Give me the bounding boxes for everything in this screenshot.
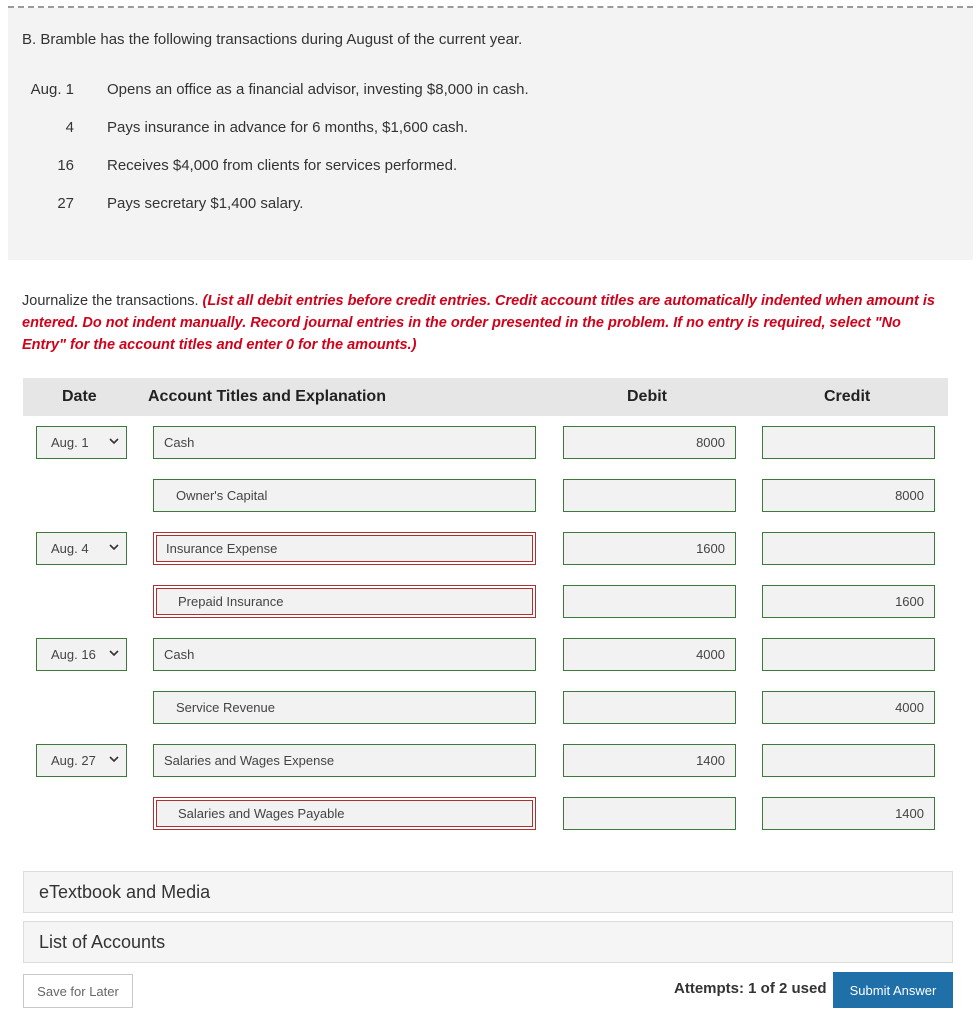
attempts-counter: Attempts: 1 of 2 used [674,980,827,997]
debit-amount-input[interactable]: 4000 [563,638,736,671]
debit-amount-input[interactable]: 8000 [563,426,736,459]
journal-table-header [23,378,948,416]
credit-amount-input[interactable]: 1400 [762,797,935,830]
account-title-input[interactable]: Salaries and Wages Expense [153,744,536,777]
account-title-input[interactable]: Cash [153,638,536,671]
credit-amount-input[interactable]: 1600 [762,585,935,618]
header-debit: Debit [627,388,667,405]
debit-amount-input[interactable]: 1400 [563,744,736,777]
chevron-down-icon [108,435,120,447]
date-select[interactable] [36,638,127,671]
date-select[interactable] [36,426,127,459]
list-of-accounts-panel[interactable]: List of Accounts [23,921,953,963]
credit-amount-input[interactable] [762,426,935,459]
account-title-input[interactable]: Salaries and Wages Payable [153,797,536,830]
transaction-text: Receives $4,000 from clients for services performed. [107,157,458,174]
transaction-date: 16 [57,157,74,174]
debit-amount-input[interactable]: 1600 [563,532,736,565]
instructions-lead: Journalize the transactions. [22,293,199,309]
credit-amount-input[interactable]: 4000 [762,691,935,724]
date-select-value: Aug. 16 [51,647,96,662]
header-date: Date [62,388,97,405]
credit-amount-input[interactable] [762,744,935,777]
debit-amount-input[interactable] [563,797,736,830]
account-title-input[interactable]: Cash [153,426,536,459]
transaction-text: Pays secretary $1,400 salary. [107,195,304,212]
problem-intro: B. Bramble has the following transactions during August of the current year. [22,31,523,48]
transaction-text: Opens an office as a financial advisor, investing $8,000 in cash. [107,81,529,98]
date-select[interactable] [36,744,127,777]
date-select[interactable] [36,532,127,565]
account-title-input[interactable]: Prepaid Insurance [153,585,536,618]
date-select-value: Aug. 4 [51,541,89,556]
instructions [22,290,942,356]
debit-amount-input[interactable] [563,691,736,724]
submit-answer-button[interactable]: Submit Answer [833,972,953,1008]
transaction-text: Pays insurance in advance for 6 months, $1,600 cash. [107,119,469,136]
transaction-date: 4 [65,119,74,136]
account-title-input[interactable]: Owner's Capital [153,479,536,512]
account-title-input[interactable]: Insurance Expense [153,532,536,565]
credit-amount-input[interactable] [762,532,935,565]
debit-amount-input[interactable] [563,479,736,512]
save-for-later-button[interactable]: Save for Later [23,974,133,1008]
transaction-date: Aug. 1 [30,81,74,98]
credit-amount-input[interactable]: 8000 [762,479,935,512]
debit-amount-input[interactable] [563,585,736,618]
transaction-date: 27 [57,195,74,212]
date-select-value: Aug. 27 [51,753,96,768]
instructions-note: (List all debit entries before credit entries. Credit account titles are automatically indented when amount is entered. Do not indent manually. Record journal entries in the order presented in the problem. If no entry is required, select "No Entry" for the account titles and enter 0 for the amounts.) [22,293,935,353]
account-title-input[interactable]: Service Revenue [153,691,536,724]
chevron-down-icon [108,647,120,659]
etextbook-panel[interactable]: eTextbook and Media [23,871,953,913]
header-credit: Credit [824,388,871,405]
date-select-value: Aug. 1 [51,435,89,450]
chevron-down-icon [108,541,120,553]
header-account: Account Titles and Explanation [148,388,386,405]
credit-amount-input[interactable] [762,638,935,671]
chevron-down-icon [108,753,120,765]
